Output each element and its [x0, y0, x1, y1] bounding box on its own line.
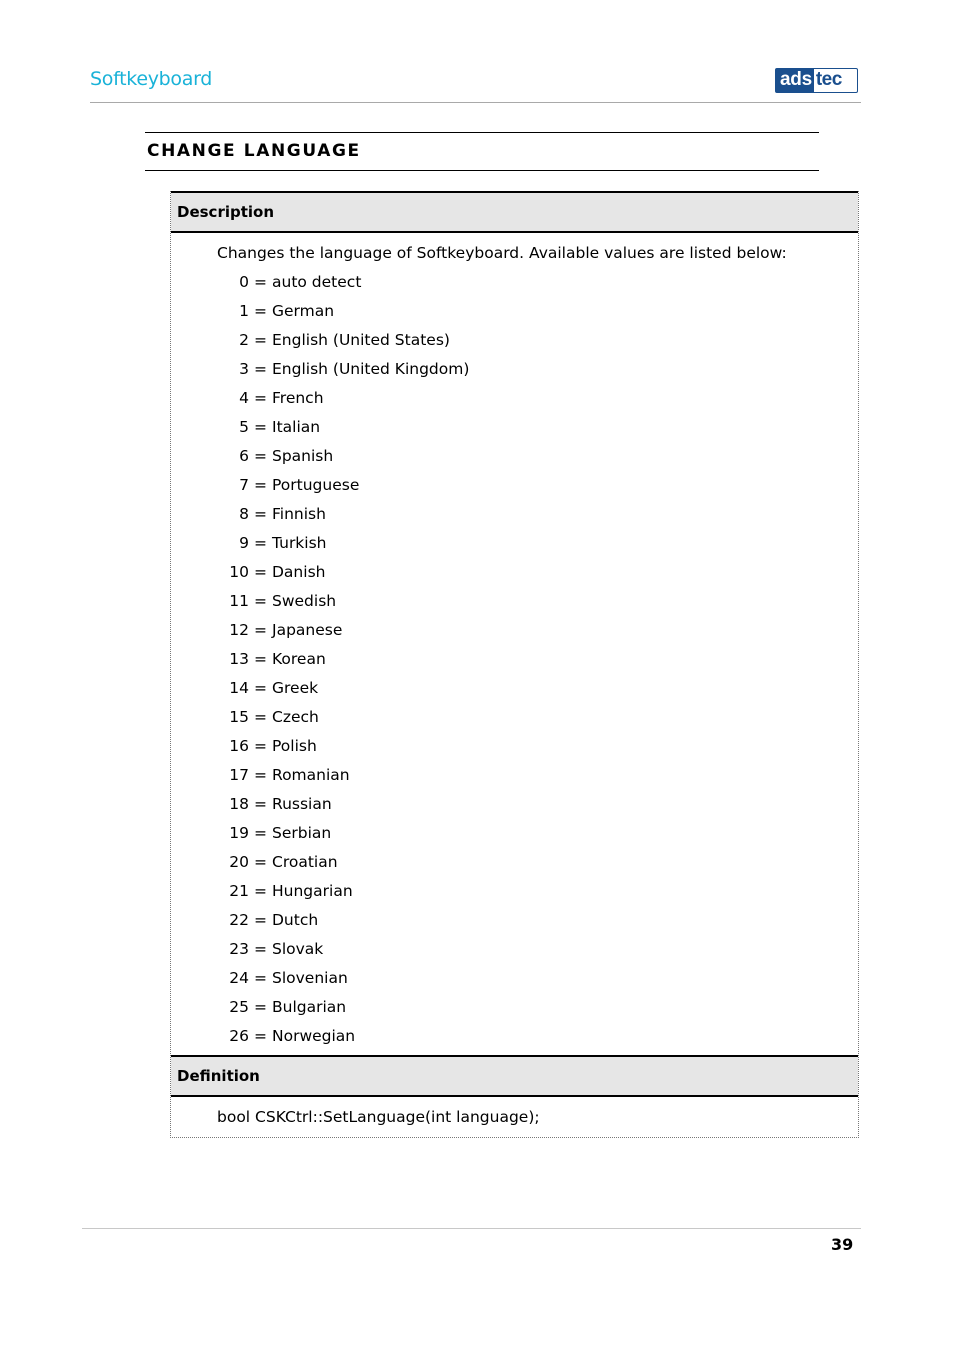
language-item [217, 388, 858, 417]
section-top-rule [145, 132, 819, 133]
language-number: 17 [229, 766, 249, 784]
language-name: Norwegian [272, 1027, 356, 1045]
language-number: 20 [229, 853, 249, 871]
language-item [217, 533, 858, 562]
equals-sign: = [254, 650, 267, 668]
language-name: Finnish [272, 505, 326, 523]
language-number: 5 [239, 418, 249, 436]
language-item [217, 620, 858, 649]
language-number: 12 [229, 621, 249, 639]
language-name: Russian [272, 795, 332, 813]
language-name: Polish [272, 737, 317, 755]
description-intro: Changes the language of Softkeyboard. Available values are listed below: [217, 244, 787, 262]
language-number: 26 [229, 1027, 249, 1045]
language-item [217, 301, 858, 330]
language-item [217, 649, 858, 678]
language-number: 3 [239, 360, 249, 378]
equals-sign: = [254, 911, 267, 929]
language-name: Serbian [272, 824, 332, 842]
language-item [217, 736, 858, 765]
language-name: Czech [272, 708, 319, 726]
language-name: Slovak [272, 940, 324, 958]
language-name: Japanese [272, 621, 343, 639]
language-item [217, 823, 858, 852]
language-name: English (United States) [272, 331, 450, 349]
header-title: Softkeyboard [90, 68, 213, 90]
language-item [217, 939, 858, 968]
language-item [217, 330, 858, 359]
language-number: 22 [229, 911, 249, 929]
language-name: Romanian [272, 766, 350, 784]
language-number: 7 [239, 476, 249, 494]
language-name: English (United Kingdom) [272, 360, 470, 378]
language-number: 15 [229, 708, 249, 726]
language-item [217, 1026, 858, 1055]
page-number: 39 [831, 1235, 854, 1254]
language-list [217, 272, 858, 1055]
language-number: 1 [239, 302, 249, 320]
description-header: Description [171, 191, 858, 233]
language-name: Slovenian [272, 969, 348, 987]
language-name: auto detect [272, 273, 362, 291]
language-number: 10 [229, 563, 249, 581]
logo-tec-text: tec [814, 69, 857, 92]
equals-sign: = [254, 360, 267, 378]
adstec-logo [775, 68, 858, 93]
language-name: Portuguese [272, 476, 360, 494]
header-divider [90, 102, 861, 103]
language-item [217, 997, 858, 1026]
equals-sign: = [254, 505, 267, 523]
footer-divider [82, 1228, 861, 1229]
logo-ads-text: ads [780, 69, 812, 90]
equals-sign: = [254, 969, 267, 987]
equals-sign: = [254, 708, 267, 726]
language-number: 6 [239, 447, 249, 465]
equals-sign: = [254, 766, 267, 784]
language-number: 16 [229, 737, 249, 755]
section-title: CHANGE LANGUAGE [147, 141, 361, 161]
equals-sign: = [254, 621, 267, 639]
language-name: Swedish [272, 592, 337, 610]
definition-code: bool CSKCtrl::SetLanguage(int language); [217, 1108, 540, 1126]
equals-sign: = [254, 998, 267, 1016]
equals-sign: = [254, 563, 267, 581]
language-name: Korean [272, 650, 326, 668]
language-number: 0 [239, 273, 249, 291]
language-item [217, 504, 858, 533]
language-name: Danish [272, 563, 326, 581]
equals-sign: = [254, 447, 267, 465]
language-number: 21 [229, 882, 249, 900]
equals-sign: = [254, 273, 267, 291]
language-name: Dutch [272, 911, 319, 929]
language-number: 13 [229, 650, 249, 668]
language-name: Greek [272, 679, 319, 697]
language-item [217, 968, 858, 997]
language-number: 18 [229, 795, 249, 813]
language-number: 19 [229, 824, 249, 842]
section-bottom-rule [145, 170, 819, 171]
language-number: 4 [239, 389, 249, 407]
language-number: 8 [239, 505, 249, 523]
language-item [217, 475, 858, 504]
equals-sign: = [254, 824, 267, 842]
equals-sign: = [254, 418, 267, 436]
language-item [217, 359, 858, 388]
equals-sign: = [254, 592, 267, 610]
language-item [217, 852, 858, 881]
language-name: Spanish [272, 447, 334, 465]
description-body [171, 233, 858, 1055]
language-name: French [272, 389, 324, 407]
equals-sign: = [254, 737, 267, 755]
language-number: 25 [229, 998, 249, 1016]
language-number: 11 [229, 592, 249, 610]
language-item [217, 881, 858, 910]
equals-sign: = [254, 534, 267, 552]
language-name: German [272, 302, 335, 320]
equals-sign: = [254, 302, 267, 320]
language-item [217, 707, 858, 736]
language-name: Hungarian [272, 882, 353, 900]
language-name: Italian [272, 418, 321, 436]
language-name: Turkish [272, 534, 327, 552]
language-item [217, 678, 858, 707]
language-item [217, 417, 858, 446]
function-table [170, 191, 859, 1138]
language-item [217, 794, 858, 823]
language-number: 14 [229, 679, 249, 697]
language-item [217, 765, 858, 794]
language-number: 9 [239, 534, 249, 552]
equals-sign: = [254, 476, 267, 494]
language-number: 24 [229, 969, 249, 987]
equals-sign: = [254, 679, 267, 697]
equals-sign: = [254, 795, 267, 813]
language-item [217, 591, 858, 620]
language-item [217, 272, 858, 301]
equals-sign: = [254, 331, 267, 349]
equals-sign: = [254, 940, 267, 958]
language-number: 23 [229, 940, 249, 958]
language-name: Croatian [272, 853, 338, 871]
language-item [217, 910, 858, 939]
language-item [217, 446, 858, 475]
language-name: Bulgarian [272, 998, 347, 1016]
equals-sign: = [254, 389, 267, 407]
language-number: 2 [239, 331, 249, 349]
equals-sign: = [254, 853, 267, 871]
equals-sign: = [254, 1027, 267, 1045]
equals-sign: = [254, 882, 267, 900]
definition-header: Definition [171, 1055, 858, 1097]
language-item [217, 562, 858, 591]
